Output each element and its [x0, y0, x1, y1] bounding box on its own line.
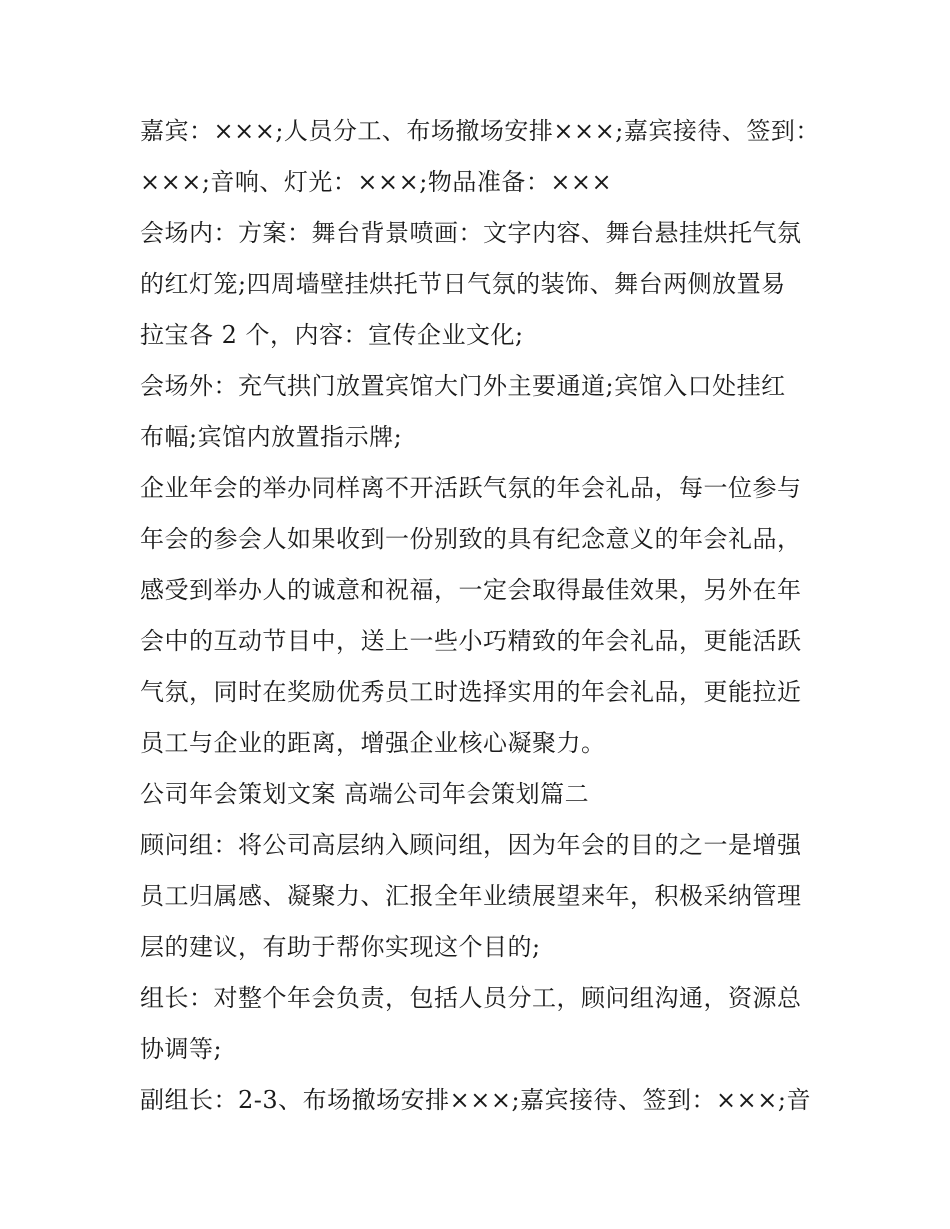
text-line-12: 气氛，同时在奖励优秀员工时选择实用的年会礼品，更能拉近	[140, 678, 802, 706]
text-line-9: 年会的参会人如果收到一份别致的具有纪念意义的年会礼品，	[140, 525, 802, 553]
document-body	[140, 106, 820, 1126]
text-line-11: 会中的互动节目中，送上一些小巧精致的年会礼品，更能活跃	[140, 627, 802, 655]
text-line-15: 顾问组：将公司高层纳入顾问组，因为年会的目的之一是增强	[140, 831, 802, 859]
text-line-20: 副组长：2-3、布场撤场安排×××;嘉宾接待、签到：×××;音	[140, 1086, 811, 1114]
text-line-16: 员工归属感、凝聚力、汇报全年业绩展望来年，积极采纳管理	[140, 882, 802, 910]
text-line-6: 会场外：充气拱门放置宾馆大门外主要通道;宾馆入口处挂红	[140, 372, 786, 400]
text-line-17: 层的建议，有助于帮你实现这个目的;	[140, 933, 541, 961]
text-line-1: 嘉宾：×××;人员分工、布场撤场安排×××;嘉宾接待、签到：	[140, 117, 820, 145]
text-line-4: 的红灯笼;四周墙壁挂烘托节日气氛的装饰、舞台两侧放置易	[140, 270, 786, 298]
text-line-3: 会场内：方案：舞台背景喷画：文字内容、舞台悬挂烘托气氛	[140, 219, 802, 247]
text-line-5: 拉宝各 2 个，内容：宣传企业文化;	[140, 321, 524, 349]
text-line-19: 协调等;	[140, 1035, 223, 1063]
text-line-7: 布幅;宾馆内放置指示牌;	[140, 423, 403, 451]
section-heading: 公司年会策划文案 高端公司年会策划篇二	[140, 780, 590, 808]
text-line-2: ×××;音响、灯光：×××;物品准备：×××	[140, 168, 613, 196]
text-line-13: 员工与企业的距离，增强企业核心凝聚力。	[140, 729, 606, 757]
text-line-10: 感受到举办人的诚意和祝福，一定会取得最佳效果，另外在年	[140, 576, 802, 604]
text-line-8: 企业年会的举办同样离不开活跃气氛的年会礼品，每一位参与	[140, 474, 802, 502]
text-line-18: 组长：对整个年会负责，包括人员分工，顾问组沟通，资源总	[140, 984, 802, 1012]
